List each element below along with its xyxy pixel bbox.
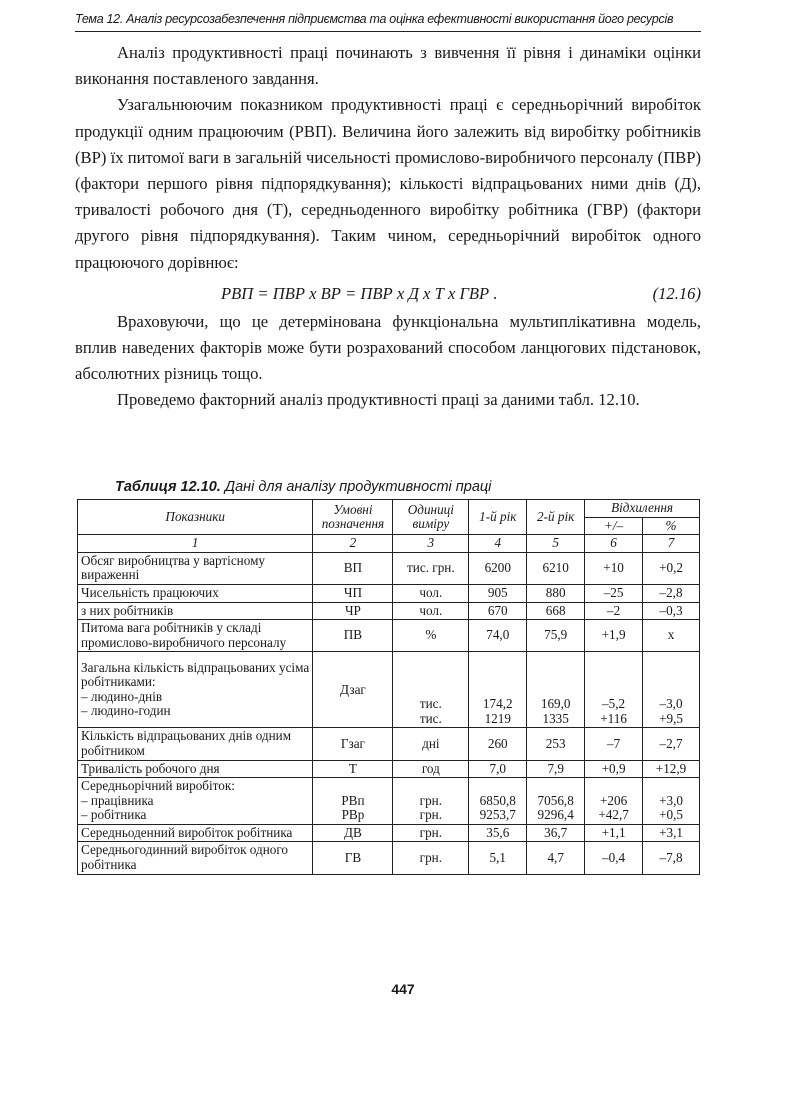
cell-sym: Дзаг [313, 652, 393, 728]
table-row [78, 728, 700, 760]
table-row [78, 652, 700, 728]
cell-y2: 6210 [527, 552, 585, 584]
cell-sym: ПВ [313, 620, 393, 652]
cell-unit: грн. [393, 842, 469, 874]
cell-y2: 7056,8 9296,4 [527, 778, 585, 825]
cell-name: Тривалість робочого дня [78, 760, 313, 778]
cell-pct: +0,2 [643, 552, 700, 584]
cell-pct: –3,0 +9,5 [643, 652, 700, 728]
cell-abs: +1,9 [585, 620, 643, 652]
cell-sym: ГВ [313, 842, 393, 874]
cell-unit: тис. грн. [393, 552, 469, 584]
cell-unit: тис. тис. [393, 652, 469, 728]
cell-unit: % [393, 620, 469, 652]
page-number: 447 [391, 981, 415, 997]
cell-sym: ЧП [313, 584, 393, 602]
cell-abs: +10 [585, 552, 643, 584]
cell-y1: 260 [469, 728, 527, 760]
running-header: Тема 12. Аналіз ресурсозабезпечення підприємства та оцінка ефективності використання його ресурсів [75, 12, 674, 26]
header-year2: 2-й рік [527, 500, 585, 535]
cell-y2: 4,7 [527, 842, 585, 874]
cell-sym: ВП [313, 552, 393, 584]
column-number: 4 [469, 535, 527, 553]
column-number: 2 [313, 535, 393, 553]
cell-name: Середньорічний виробіток: – працівника – робітника [78, 778, 313, 825]
cell-y1: 74,0 [469, 620, 527, 652]
cell-y2: 253 [527, 728, 585, 760]
cell-unit: дні [393, 728, 469, 760]
header-rule [75, 31, 701, 32]
cell-abs: –2 [585, 602, 643, 620]
cell-abs: +206 +42,7 [585, 778, 643, 825]
cell-sym: Т [313, 760, 393, 778]
cell-y1: 6850,8 9253,7 [469, 778, 527, 825]
paragraph-4: Проведемо факторний аналіз продуктивності праці за даними табл. 12.10. [117, 390, 640, 410]
table-row [78, 824, 700, 842]
cell-pct: +3,1 [643, 824, 700, 842]
cell-unit: чол. [393, 584, 469, 602]
cell-unit: чол. [393, 602, 469, 620]
cell-name: Чисельність працюючих [78, 584, 313, 602]
cell-y1: 670 [469, 602, 527, 620]
cell-y1: 5,1 [469, 842, 527, 874]
cell-pct: –0,3 [643, 602, 700, 620]
table-caption-title: Дані для аналізу продуктивності праці [220, 479, 492, 495]
cell-y1: 7,0 [469, 760, 527, 778]
cell-abs: +1,1 [585, 824, 643, 842]
page-body [75, 40, 701, 414]
cell-name: Обсяг виробництва у вартісному вираженні [78, 552, 313, 584]
table-row [78, 778, 700, 825]
cell-y2: 169,0 1335 [527, 652, 585, 728]
column-number: 3 [393, 535, 469, 553]
column-number: 1 [78, 535, 313, 553]
cell-y2: 7,9 [527, 760, 585, 778]
cell-abs: –5,2 +116 [585, 652, 643, 728]
table-row [78, 584, 700, 602]
cell-abs: +0,9 [585, 760, 643, 778]
cell-name: Кількість відпрацьованих днів одним робітником [78, 728, 313, 760]
table-body [78, 552, 700, 874]
cell-unit: год [393, 760, 469, 778]
table-row [78, 602, 700, 620]
cell-pct: –7,8 [643, 842, 700, 874]
cell-sym: Гзаг [313, 728, 393, 760]
column-number: 6 [585, 535, 643, 553]
header-deviation: Відхилення [585, 500, 700, 518]
header-year1: 1-й рік [469, 500, 527, 535]
table-row [78, 842, 700, 874]
cell-pct: х [643, 620, 700, 652]
cell-y1: 174,2 1219 [469, 652, 527, 728]
column-numbers-row [78, 535, 700, 553]
cell-name: Середньоденний виробіток робітника [78, 824, 313, 842]
header-units: Одиниці виміру [393, 500, 469, 535]
cell-y2: 75,9 [527, 620, 585, 652]
cell-y2: 36,7 [527, 824, 585, 842]
formula-text: РВП = ПВР х ВР = ПВР х Д х Т х ГВР . [221, 283, 498, 303]
data-table [77, 499, 700, 875]
cell-sym: ЧР [313, 602, 393, 620]
cell-abs: –0,4 [585, 842, 643, 874]
cell-y1: 6200 [469, 552, 527, 584]
header-symbols: Умовні позначення [313, 500, 393, 535]
cell-name: Питома вага робітників у складі промислово-виробничого персоналу [78, 620, 313, 652]
paragraph-3: Враховуючи, що це детермінована функціональна мультиплікативна модель, вплив наведених факторів може бути розрахований способом ланцюгових підстановок, абсолютних різниць тощо. [75, 311, 701, 384]
cell-name: Середньогодинний виробіток одного робітника [78, 842, 313, 874]
cell-sym: ДВ [313, 824, 393, 842]
paragraph-1: Аналіз продуктивності праці починають з вивчення її рівня і динаміки оцінки виконання поставленого завдання. [75, 43, 701, 89]
formula-number: (12.16) [652, 283, 701, 303]
cell-unit: грн. грн. [393, 778, 469, 825]
cell-y2: 668 [527, 602, 585, 620]
header-abs: +/– [585, 517, 643, 535]
cell-abs: –25 [585, 584, 643, 602]
cell-pct: +12,9 [643, 760, 700, 778]
formula [75, 278, 701, 309]
cell-pct: –2,7 [643, 728, 700, 760]
cell-name: Загальна кількість відпрацьованих усіма робітниками: – людино-днів – людино-годин [78, 652, 313, 728]
paragraph-2: Узагальнюючим показником продуктивності праці є середньорічний виробіток продукції одним працюючим (РВП). Величина його залежить від виробітку робітників (ВР) їх питомої ваги в загальній чисельності промислово-виробничого персоналу (ПВР) (фактори першого рівня підпорядкування); кількості відпрацьованих ними днів (Д), тривалості робочого дня (Т), середньоденного виробітку робітника (ГВР) (фактори другого рівня підпорядкування). Таким чином, середньорічний виробіток одного працюючого дорівнює: [75, 95, 701, 272]
header-pct: % [643, 517, 700, 535]
header-indicators: Показники [78, 500, 313, 535]
cell-y1: 35,6 [469, 824, 527, 842]
table-caption [115, 479, 491, 495]
table-row [78, 552, 700, 584]
cell-pct: +3,0 +0,5 [643, 778, 700, 825]
cell-name: з них робітників [78, 602, 313, 620]
cell-pct: –2,8 [643, 584, 700, 602]
cell-y1: 905 [469, 584, 527, 602]
cell-abs: –7 [585, 728, 643, 760]
column-number: 5 [527, 535, 585, 553]
cell-sym: РВп РВр [313, 778, 393, 825]
table-row [78, 620, 700, 652]
table-row [78, 760, 700, 778]
table-caption-number: Таблиця 12.10. [115, 479, 221, 495]
cell-y2: 880 [527, 584, 585, 602]
cell-unit: грн. [393, 824, 469, 842]
column-number: 7 [643, 535, 700, 553]
